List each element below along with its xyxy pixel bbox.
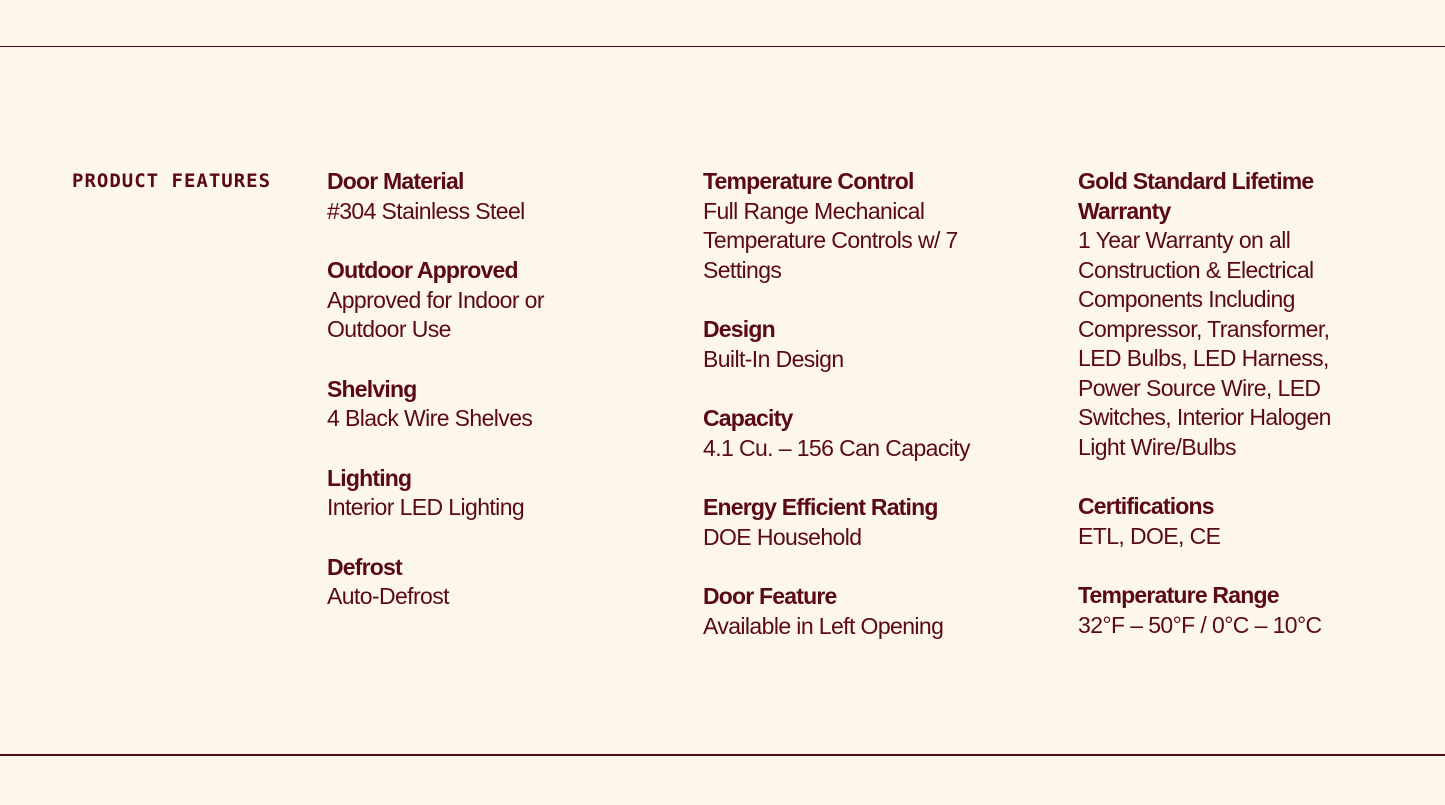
feature-value: Approved for Indoor or Outdoor Use bbox=[327, 286, 544, 342]
feature-value: Interior LED Lighting bbox=[327, 494, 525, 520]
bottom-divider bbox=[0, 754, 1445, 756]
feature-title: Temperature Control bbox=[703, 168, 914, 194]
section-label: PRODUCT FEATURES bbox=[72, 170, 272, 192]
feature-value: #304 Stainless Steel bbox=[327, 197, 525, 224]
feature-title: Shelving bbox=[327, 375, 417, 402]
feature-value: DOE Household bbox=[703, 523, 862, 550]
feature-item bbox=[703, 582, 1003, 641]
features-column-2 bbox=[703, 167, 1003, 671]
feature-title: Door Feature bbox=[703, 583, 837, 609]
feature-value: 1 Year Warranty on all Construction & Electrical Components Including Compressor, Transformer, LED Bulbs, LED Harness, Power Source Wire, LED Switches, Interior Halogen Light Wire/Bulbs bbox=[1078, 227, 1331, 460]
feature-item bbox=[703, 167, 1003, 285]
feature-item bbox=[327, 256, 627, 345]
feature-value: Built-In Design bbox=[703, 345, 844, 372]
feature-item bbox=[327, 553, 627, 612]
feature-value: 4 Black Wire Shelves bbox=[327, 405, 533, 431]
feature-item bbox=[703, 493, 1003, 552]
feature-item bbox=[1078, 581, 1368, 640]
features-column-3 bbox=[1078, 167, 1368, 670]
feature-title: Certifications bbox=[1078, 493, 1214, 519]
feature-title: Gold Standard Lifetime Warranty bbox=[1078, 168, 1314, 224]
feature-value: Auto-Defrost bbox=[327, 583, 449, 609]
feature-title: Design bbox=[703, 316, 775, 342]
feature-title: Temperature Range bbox=[1078, 582, 1279, 608]
feature-title: Capacity bbox=[703, 405, 793, 431]
feature-item bbox=[327, 375, 627, 434]
feature-value: 4.1 Cu. – 156 Can Capacity bbox=[703, 434, 970, 461]
feature-item bbox=[1078, 167, 1368, 462]
feature-title: Defrost bbox=[327, 553, 402, 580]
feature-title: Door Material bbox=[327, 168, 464, 194]
feature-item bbox=[327, 464, 627, 523]
features-column-1 bbox=[327, 167, 627, 642]
feature-title: Outdoor Approved bbox=[327, 257, 518, 283]
feature-value: ETL, DOE, CE bbox=[1078, 522, 1221, 549]
feature-value: 32°F – 50°F / 0°C – 10°C bbox=[1078, 611, 1322, 638]
feature-title: Energy Efficient Rating bbox=[703, 494, 938, 520]
feature-item bbox=[703, 404, 1003, 463]
feature-value: Available in Left Opening bbox=[703, 612, 944, 639]
top-divider bbox=[0, 46, 1445, 47]
feature-item bbox=[703, 315, 1003, 374]
feature-item bbox=[1078, 492, 1368, 551]
feature-title: Lighting bbox=[327, 464, 412, 491]
feature-item bbox=[327, 167, 627, 226]
feature-value: Full Range Mechanical Temperature Controls w/ 7 Settings bbox=[703, 197, 958, 283]
